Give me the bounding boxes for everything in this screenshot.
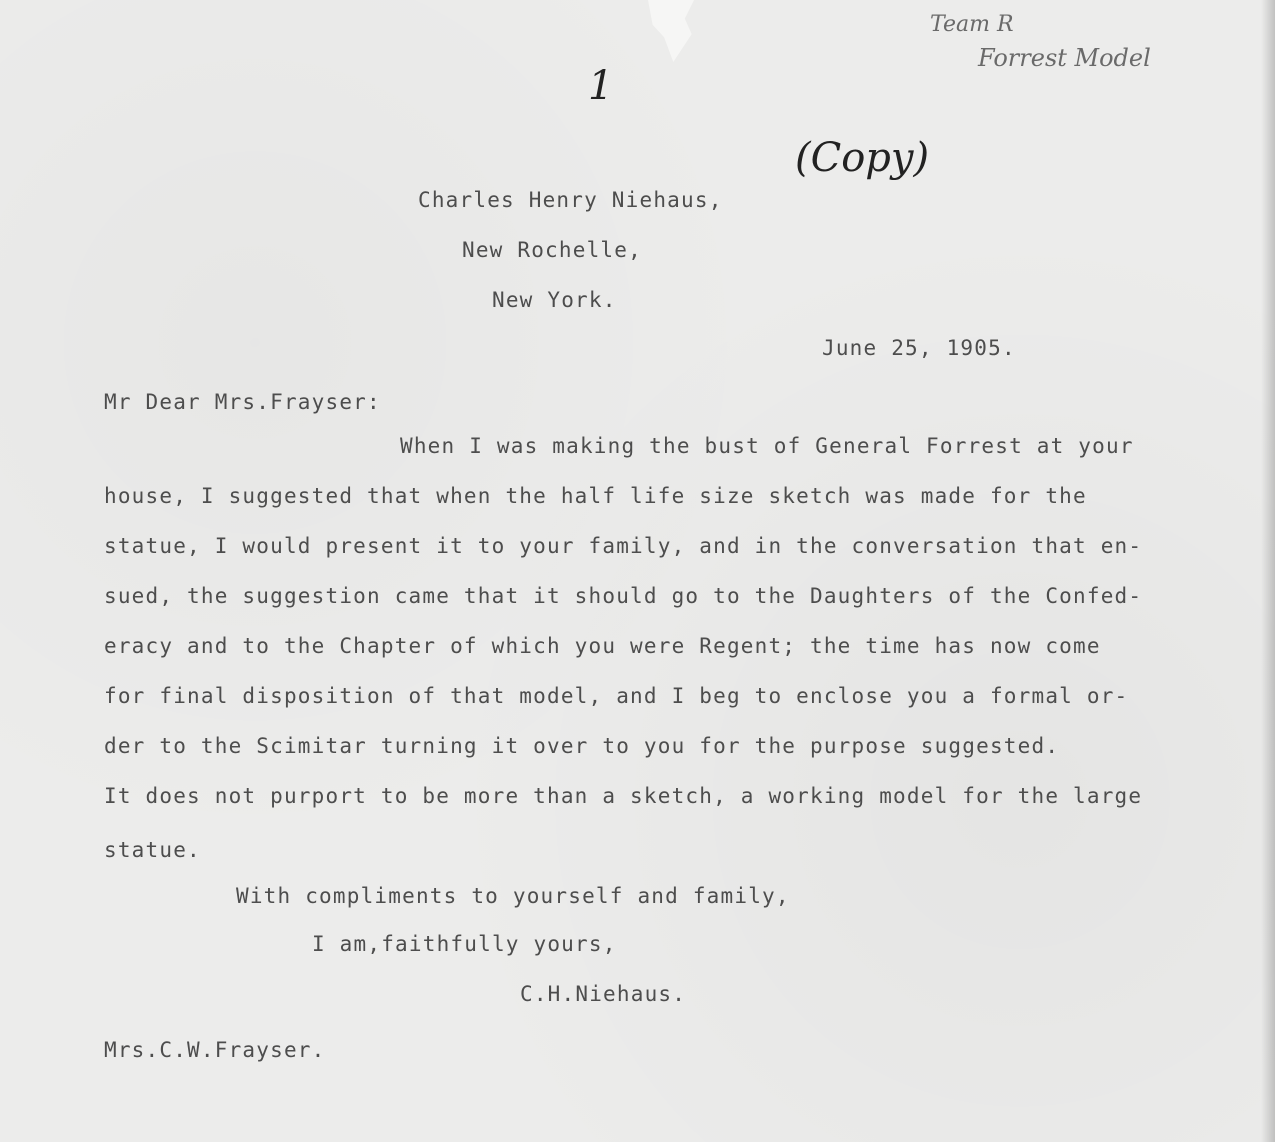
- body-line: It does not purport to be more than a sketch, a working model for the large: [104, 784, 1143, 808]
- salutation: Mr Dear Mrs.Frayser:: [104, 390, 381, 414]
- body-line: sued, the suggestion came that it should go to the Daughters of the Confed-: [104, 584, 1143, 608]
- closing-compliments: With compliments to yourself and family,: [236, 884, 790, 908]
- body-line: der to the Scimitar turning it over to you for the purpose suggested.: [104, 734, 1060, 758]
- letterhead-city: New Rochelle,: [462, 238, 642, 262]
- closing-signature: C.H.Niehaus.: [520, 982, 687, 1006]
- addressee: Mrs.C.W.Frayser.: [104, 1038, 326, 1062]
- annotation-team: Team R: [930, 12, 1014, 37]
- letterhead-state: New York.: [492, 288, 617, 312]
- body-line: statue.: [104, 838, 201, 862]
- letter-date: June 25, 1905.: [822, 336, 1016, 360]
- annotation-model: Forrest Model: [978, 44, 1151, 72]
- closing-valediction: I am,faithfully yours,: [312, 932, 617, 956]
- body-line: house, I suggested that when the half life size sketch was made for the: [104, 484, 1087, 508]
- page-edge-shadow: [1261, 0, 1275, 1142]
- body-line: statue, I would present it to your family, and in the conversation that en-: [104, 534, 1143, 558]
- torn-corner: [648, 0, 694, 62]
- body-line: eracy and to the Chapter of which you were Regent; the time has now come: [104, 634, 1101, 658]
- page-number-mark: 1: [588, 63, 614, 109]
- letterhead-name: Charles Henry Niehaus,: [418, 188, 723, 212]
- body-line: When I was making the bust of General Forrest at your: [400, 434, 1134, 458]
- copy-mark: (Copy): [795, 135, 930, 181]
- body-line: for final disposition of that model, and I beg to enclose you a formal or-: [104, 684, 1129, 708]
